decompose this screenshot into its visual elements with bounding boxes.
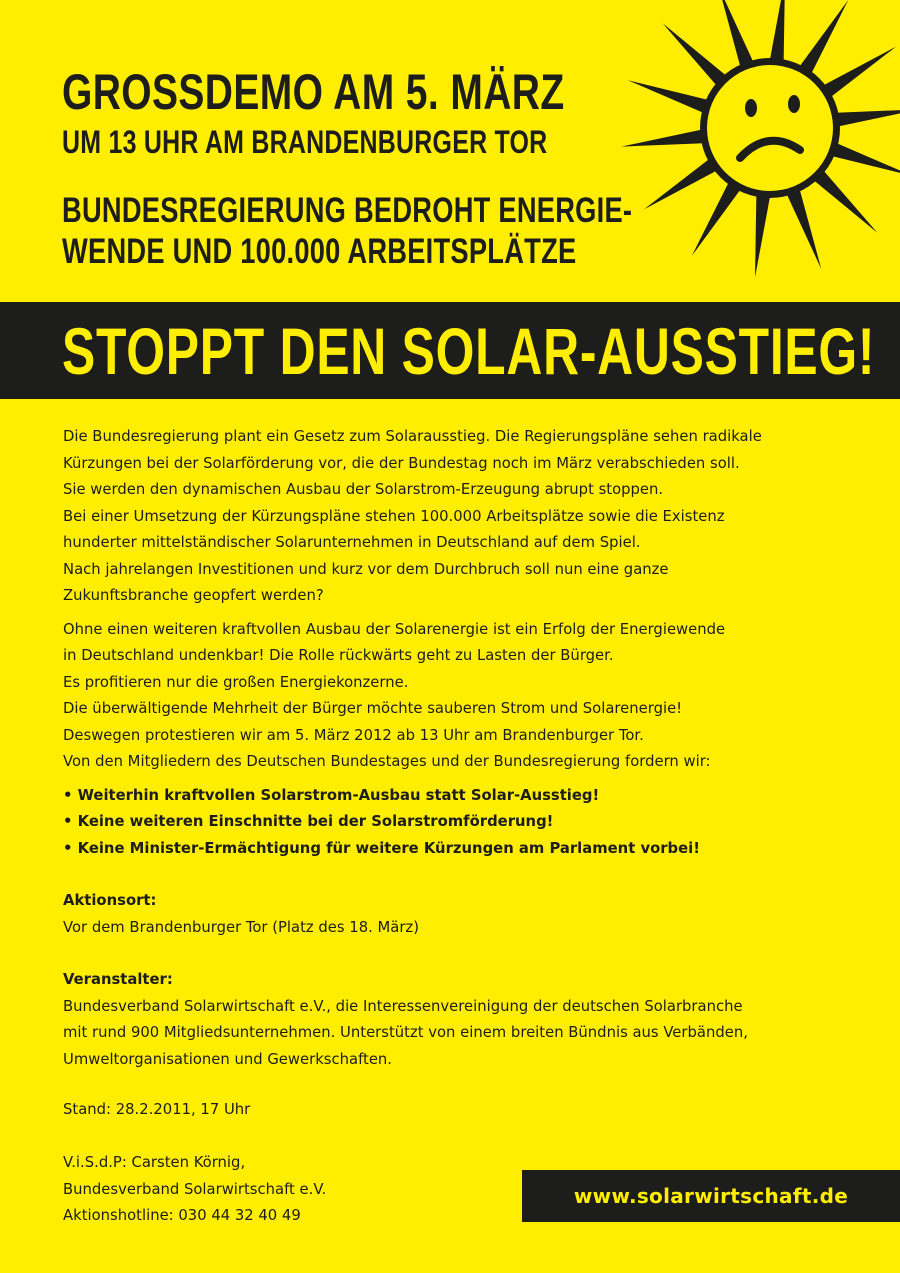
demand-item: • Weiterhin kraftvollen Solarstrom-Ausbau statt Solar-Ausstieg!: [63, 786, 600, 804]
text-line: Umweltorganisationen und Gewerkschaften.: [63, 1050, 392, 1068]
paragraph-intro: [63, 424, 853, 610]
demands-list: [63, 783, 853, 863]
veranstalter-label: Veranstalter:: [63, 971, 173, 988]
banner-title: STOPPT DEN SOLAR-AUSSTIEG!: [62, 314, 876, 388]
aktionsort-text: Vor dem Brandenburger Tor (Platz des 18. März): [63, 918, 419, 936]
headline-location: UM 13 UHR AM BRANDENBURGER TOR: [62, 124, 548, 160]
sun-ray: [784, 183, 821, 269]
visdp-line: Bundesverband Solarwirtschaft e.V.: [63, 1180, 327, 1198]
text-line: Von den Mitgliedern des Deutschen Bundestages und der Bundesregierung fordern wir:: [63, 753, 711, 770]
aktionsort-section: [63, 888, 853, 941]
visdp-line: V.i.S.d.P: Carsten Körnig,: [63, 1154, 246, 1171]
url-box: [522, 1170, 900, 1222]
visdp-line: Aktionshotline: 030 44 32 40 49: [63, 1207, 301, 1224]
sun-ray: [628, 80, 714, 115]
demand-item: • Keine weiteren Einschnitte bei der Solarstromförderung!: [63, 813, 554, 830]
sad-sun-icon: [608, 0, 900, 292]
paragraph-demands-intro: [63, 617, 853, 776]
visdp-block: [63, 1150, 326, 1230]
sun-ray: [830, 109, 900, 127]
text-line: Bundesverband Solarwirtschaft e.V., die Interessenvereinigung der deutschen Solarbranche: [63, 997, 743, 1015]
text-line: Die Bundesregierung plant ein Gesetz zum Solarausstieg. Die Regierungspläne sehen radikale: [63, 428, 762, 445]
body-text: [63, 424, 853, 1073]
text-line: Nach jahrelangen Investitionen und kurz vor dem Durchbruch soll nun eine ganze: [63, 560, 669, 578]
demand-item: • Keine Minister-Ermächtigung für weitere Kürzungen am Parlament vorbei!: [63, 839, 700, 857]
headline-date: GROSSDEMO AM 5. MÄRZ: [62, 64, 565, 120]
text-line: Die überwältigende Mehrheit der Bürger möchte sauberen Strom und Solarenergie!: [63, 700, 683, 717]
text-line: Kürzungen bei der Solarförderung vor, die der Bundestag noch im März verabschieden soll.: [63, 454, 740, 472]
stand-date: Stand: 28.2.2011, 17 Uhr: [63, 1101, 251, 1118]
text-line: in Deutschland undenkbar! Die Rolle rückwärts geht zu Lasten der Bürger.: [63, 647, 614, 664]
headline-threat-line2: WENDE UND 100.000 ARBEITSPLÄTZE: [62, 232, 577, 271]
banner: [0, 302, 900, 399]
aktionsort-label: Aktionsort:: [63, 892, 157, 909]
text-line: mit rund 900 Mitgliedsunternehmen. Unterstützt von einem breiten Bündnis aus Verbänden,: [63, 1024, 748, 1041]
sun-ray: [621, 128, 710, 146]
text-line: Es profitieren nur die großen Energiekonzerne.: [63, 673, 409, 691]
sun-ray: [769, 0, 785, 67]
text-line: Zukunftsbranche geopfert werden?: [63, 587, 324, 604]
text-line: hunderter mittelständischer Solarunternehmen in Deutschland auf dem Spiel.: [63, 534, 641, 551]
text-line: Sie werden den dynamischen Ausbau der Solarstrom-Erzeugung abrupt stoppen.: [63, 481, 664, 498]
sun-ray: [755, 189, 771, 278]
text-line: Ohne einen weiteren kraftvollen Ausbau der Solarenergie ist ein Erfolg der Energiewende: [63, 620, 726, 638]
veranstalter-section: [63, 967, 853, 1073]
headline-threat-line1: BUNDESREGIERUNG BEDROHT ENERGIE-: [62, 191, 633, 230]
website-link[interactable]: www.solarwirtschaft.de: [573, 1184, 849, 1208]
text-line: Deswegen protestieren wir am 5. März 2012 ab 13 Uhr am Brandenburger Tor.: [63, 726, 644, 744]
text-line: Bei einer Umsetzung der Kürzungspläne stehen 100.000 Arbeitsplätze sowie die Existenz: [63, 507, 725, 525]
